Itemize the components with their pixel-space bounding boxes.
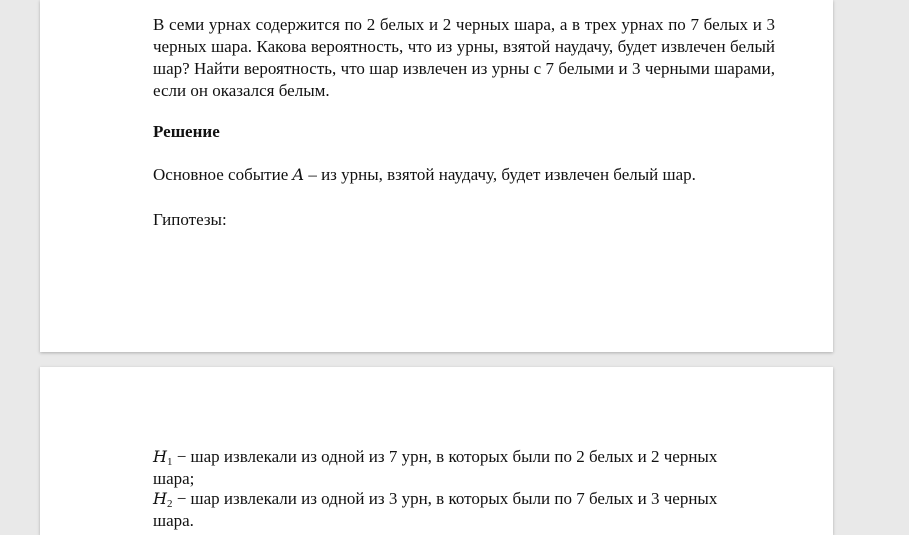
main-event-paragraph — [153, 164, 775, 186]
hypotheses-label: Гипотезы: — [153, 210, 227, 229]
h1-index: 1 — [166, 456, 173, 468]
solution-heading: Решение — [153, 122, 220, 141]
h1-symbol: H — [153, 447, 167, 466]
event-text: – из урны, взятой наудачу, будет извлечен белый шар. — [304, 165, 696, 184]
event-symbol: A — [292, 165, 305, 184]
document-page-1 — [40, 0, 833, 352]
hypothesis-1-continuation: шара; — [153, 469, 195, 488]
hypothesis-2-continuation: шара. — [153, 511, 194, 530]
h2-index: 2 — [166, 498, 173, 510]
h2-symbol: H — [153, 489, 167, 508]
h1-text: − шар извлекали из одной из 7 урн, в которых были по 2 белых и 2 черных — [172, 447, 718, 466]
problem-statement: В семи урнах содержится по 2 белых и 2 черных шара, а в трех урнах по 7 белых и 3 черных шара. Какова вероятность, что из урны, взятой наудачу, будет извлечен белый шар? Найти вероятность, что шар извлечен из урны с 7 белыми и 3 черными шарами, если он оказался белым. — [153, 15, 775, 100]
document-page-2 — [40, 367, 833, 535]
h2-text: − шар извлекали из одной из 3 урн, в которых были по 7 белых и 3 черных — [172, 489, 718, 508]
event-prefix: Основное событие — [153, 165, 293, 184]
